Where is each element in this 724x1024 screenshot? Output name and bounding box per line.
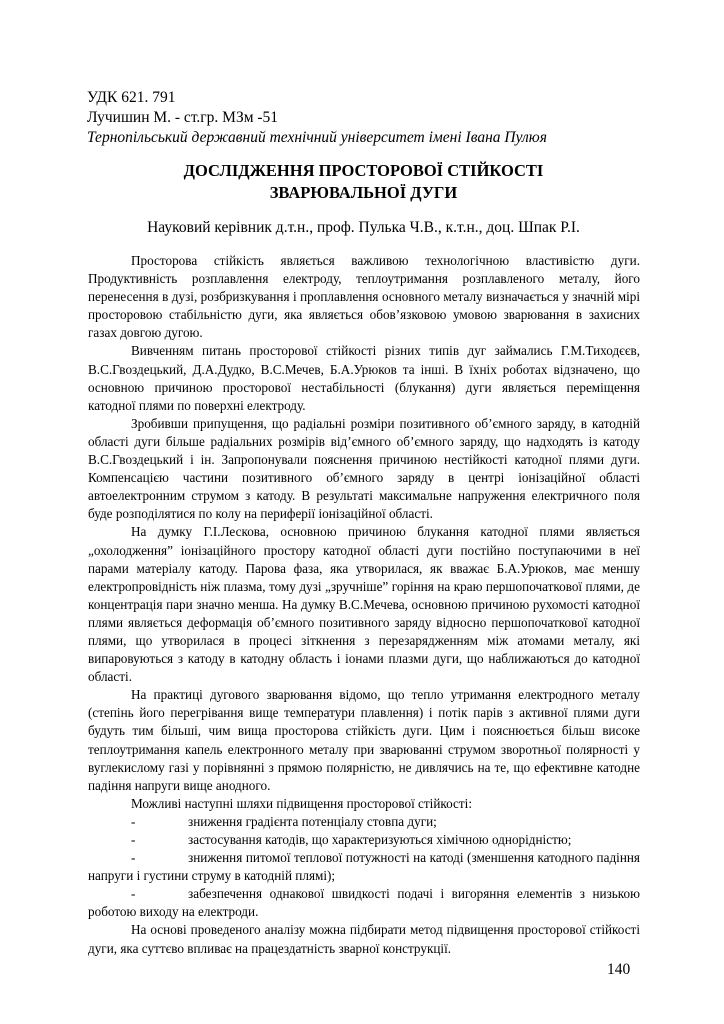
paragraph: Зробивши припущення, що радіальні розміри позитивного об’ємного заряду, в катодній області дуги більше радіальних розмірів від’ємного об’ємного заряду, що надходять із катоду В.С.Гвоздецький і ін. Запропонували пояснення причиною нестійкості катодної плями дуги. Компенсацією частини позитивного об’ємного заряду в центрі іонізаційної області автоелектронним струмом з катоду. В результаті максимальне напруження електричного поля буде розподілятися по колу на периферії іонізаційної області.	[88, 415, 640, 522]
paragraph: На думку Г.І.Лескова, основною причиною блукання катодної плями являється „охолодження” іонізаційного простору катодної області дуги постійно поступаючими в неї парами матеріалу катоду. Парова фаза, яка утворилася, як вважає Б.А.Урюков, має меншу електропровідність ніж плазма, тому дузі „зручніше” горіння на краю першопочаткової плями, де концентрація пари значно менша. На думку В.С.Мечева, основною причиною рухомості катодної плями являється деформація об’ємного позитивного заряду відносно першопочаткової катодної плями, що утворилася в процесі зіткнення з перезарядженням між атомами металу, які випаровуються з катоду в катодну область і іонами плазми дуги, що наближаються до катодної області.	[88, 524, 640, 685]
list-item	[88, 849, 640, 885]
list-marker: -	[131, 813, 136, 829]
paper-title	[87, 160, 640, 204]
list-item-text: зниження градієнта потенціалу стовпа дуги;	[188, 813, 437, 829]
paragraph: Вивченням питань просторової стійкості різних типів дуг займались Г.М.Тиходєєв, В.С.Гвоздецький, Д.А.Дудко, В.С.Мечев, Б.А.Урюков та інші. В їхніх роботах відзначено, що основною причиною просторової нестабільності (блукання) дуги являється переміщення катодної плями по поверхні електроду.	[88, 343, 640, 413]
title-line-1: ДОСЛІДЖЕННЯ ПРОСТОРОВОЇ СТІЙКОСТІ	[183, 161, 544, 180]
affiliation-line: Тернопільський державний технічний університет імені Івана Пулюя	[87, 129, 547, 146]
list-marker: -	[131, 850, 136, 866]
list-item	[88, 813, 640, 831]
list-marker: -	[131, 832, 136, 847]
author-line: Лучишин М. - ст.гр. МЗм -51	[87, 109, 279, 126]
list-item	[88, 831, 640, 849]
list-item-text: забезпечення однакової швидкості подачі і вигоряння елементів з низькою роботою виходу на електроди.	[88, 886, 640, 920]
title-line-2: ЗВАРЮВАЛЬНОЇ ДУГИ	[269, 183, 458, 202]
list-marker: -	[131, 886, 136, 902]
body-text	[88, 252, 640, 958]
page-number: 140	[607, 961, 631, 978]
list-item	[88, 885, 640, 921]
list-item-text: зниження питомої теплової потужності на катоді (зменшення катодного падіння напруги і густини струму в катодній плямі);	[88, 850, 640, 884]
conclusion-paragraph: На основі проведеного аналізу можна підбирати метод підвищення просторової стійкості дуги, яка суттєво впливає на працездатність зварної конструкції.	[88, 922, 640, 956]
paragraph: Просторова стійкість являється важливою технологічною властивістю дуги. Продуктивність розплавлення електроду, теплоутримання розплавленого металу, його перенесення в дузі, розбризкування і проплавлення основного металу визначається у значній мірі просторовою стабільністю дуги, яка являється обов’язковою умовою зварювання в захисних газах довгою дугою.	[88, 253, 640, 341]
paragraph: Можливі наступні шляхи підвищення просторової стійкості:	[131, 795, 473, 811]
advisor-line: Науковий керівник д.т.н., проф. Пулька Ч.В., к.т.н., доц. Шпак Р.І.	[147, 219, 580, 236]
header-block	[87, 88, 647, 148]
list-item-text: застосування катодів, що характеризуються хімічною однорідністю;	[188, 832, 572, 847]
udk-code: УДК 621. 791	[87, 89, 176, 106]
paragraph: На практиці дугового зварювання відомо, що тепло утримання електродного металу (степінь його перегрівання вище температури плавлення) і потік парів з активної плями дуги будуть тим більші, чим вища просторова стійкість дуги. Цим і пояснюється більш високе теплоутримання капель електронного металу при зварюванні струмом зворотньої полярності у вуглекислому газі у порівнянні з прямою полярністю, не дивлячись на те, що ефективне катодне падіння напруги вище анодного.	[88, 687, 640, 793]
